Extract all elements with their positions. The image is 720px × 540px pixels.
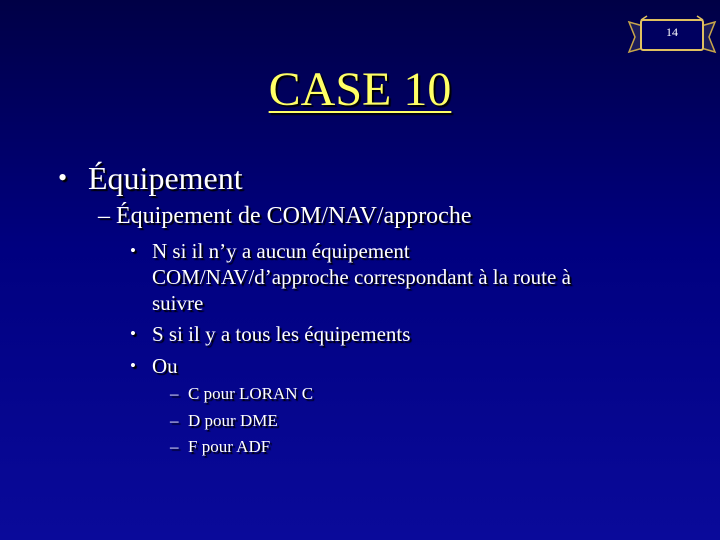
- bullet-icon: •: [58, 163, 68, 192]
- bullet-icon: •: [130, 324, 136, 343]
- item-n-line2: COM/NAV/d’approche correspondant à la route à: [152, 265, 571, 289]
- page-number-badge: [627, 14, 717, 56]
- dash-icon: –: [170, 384, 179, 403]
- item-n-line3: suivre: [152, 291, 204, 315]
- bullet-icon: •: [130, 356, 136, 375]
- option-loran: C pour LORAN C: [188, 384, 314, 403]
- dash-icon: –: [170, 411, 179, 430]
- option-adf: F pour ADF: [188, 437, 271, 456]
- slide-title-text: CASE 10: [268, 63, 452, 116]
- sub-bullet-com-nav: – Équipement de COM/NAV/approche: [98, 203, 472, 229]
- dash-icon: –: [170, 437, 179, 456]
- option-dme: D pour DME: [188, 411, 278, 430]
- slide-title: [0, 60, 720, 120]
- item-ou: Ou: [152, 354, 178, 378]
- bullet-icon: •: [130, 241, 136, 260]
- item-s: S si il y a tous les équipements: [152, 322, 411, 346]
- bullet-equipement: Équipement: [88, 160, 243, 196]
- item-n-line1: N si il n’y a aucun équipement: [152, 239, 410, 263]
- page-number: 14: [666, 25, 678, 39]
